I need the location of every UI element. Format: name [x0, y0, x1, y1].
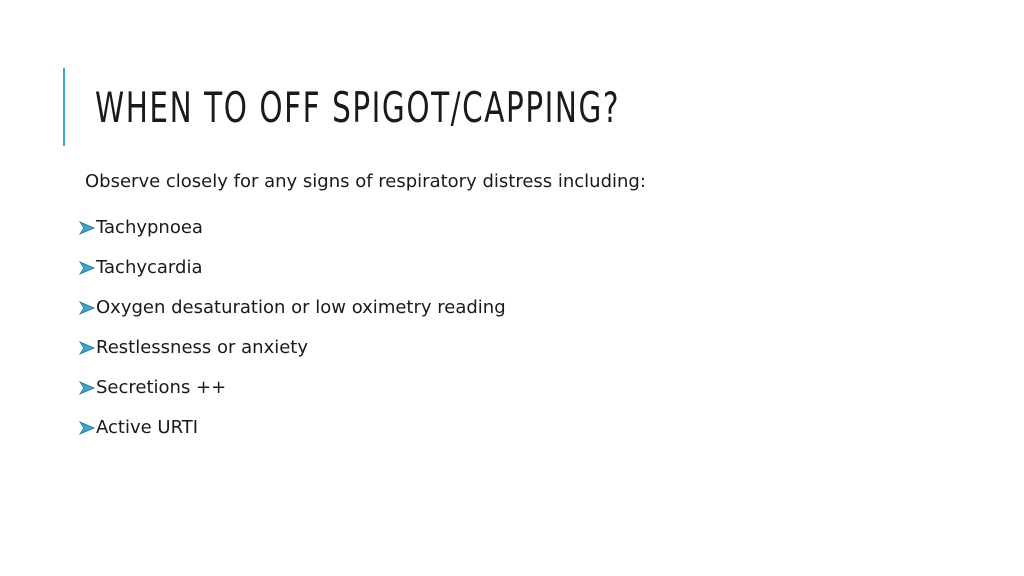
slide-content — [78, 168, 646, 448]
title-accent-bar — [63, 68, 65, 146]
bullet-item — [78, 368, 646, 408]
arrow-bullet-icon — [78, 299, 96, 317]
bullet-item — [78, 408, 646, 448]
bullet-text: Oxygen desaturation or low oximetry reading — [96, 297, 506, 318]
arrow-bullet-icon — [78, 419, 96, 437]
bullet-text: Active URTI — [96, 417, 199, 438]
bullet-text: Restlessness or anxiety — [96, 337, 309, 358]
intro-text: Observe closely for any signs of respiratory distress including: — [85, 171, 646, 192]
bullet-item — [78, 208, 646, 248]
bullet-text: Secretions ++ — [96, 377, 227, 398]
arrow-bullet-icon — [78, 259, 96, 277]
bullet-item — [78, 328, 646, 368]
arrow-bullet-icon — [78, 219, 96, 237]
bullet-item — [78, 248, 646, 288]
arrow-bullet-icon — [78, 339, 96, 357]
bullet-text: Tachypnoea — [96, 217, 203, 238]
slide-title: WHEN TO OFF SPIGOT/CAPPING? — [95, 83, 621, 132]
bullet-list — [78, 208, 646, 448]
arrow-bullet-icon — [78, 379, 96, 397]
bullet-text: Tachycardia — [96, 257, 203, 278]
bullet-item — [78, 288, 646, 328]
